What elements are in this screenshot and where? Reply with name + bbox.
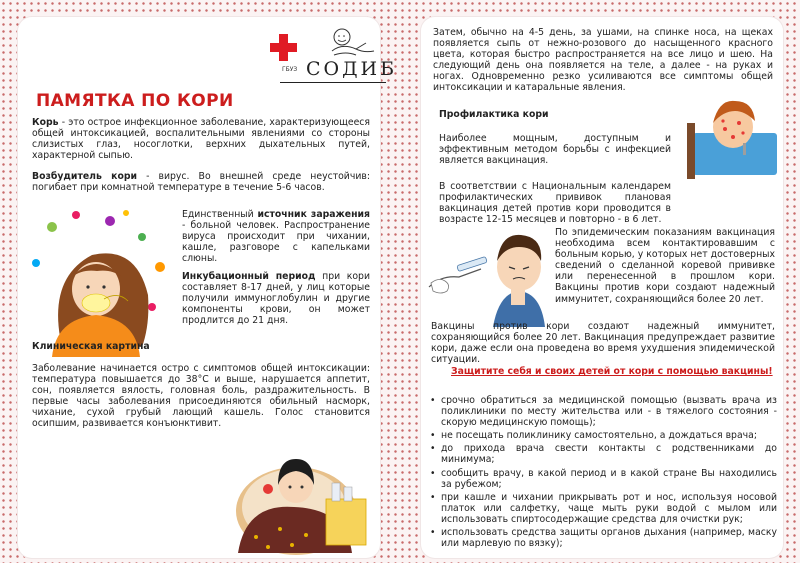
sick-boy-illustration xyxy=(687,93,781,179)
vaccination-boy-illustration xyxy=(427,227,557,327)
clinic-paragraph: Заболевание начинается остро с симптомов общей интоксикации: температура повышается до 38°С и выше, нарушается аппетит, сон, появляется вялость, головная боль, раздражительность. В первые часы заболевания присоединяются обильный насморк, чихание, сухой грубый лающий кашель. Голос становится осипшим, развивается конъюнктивит. xyxy=(32,363,370,430)
prophylaxis-heading: Профилактика кори xyxy=(439,109,549,120)
list-item: • до прихода врача свести контакты с родственниками до минимума; xyxy=(425,443,777,465)
logo-org: ГБУЗ xyxy=(282,66,298,73)
incubation-text: при кори составляет 8-17 дней, у лиц которые получили иммуноглобулин и другие компоненты крови, он может продлится до 21 дня. xyxy=(182,271,370,327)
rash-paragraph: Затем, обычно на 4-5 день, за ушами, на спинке носа, на щеках появляется сыпь от нежно-розового до насыщенного красного цвета, которая быстро распространяется на все лицо и шею. На следующий день она появляется на теле, а далее - на руках и ногах. Одновременно резко усиливаются все симптомы общей интоксикации и катаральные явления. xyxy=(433,27,773,94)
list-item: • при кашле и чихании прикрывать рот и нос, используя носовой платок или салфетку, чаще мыть руки водой с мылом или использовать спиртосодержащие средства для очистки рук; xyxy=(425,492,777,525)
list-item: • сообщить врачу, в какой период и в какой стране Вы находились за рубежом; xyxy=(425,468,777,490)
intro-text: - это острое инфекционное заболевание, характеризующееся общей интоксикацией, воспалительными явлениями со стороны слизистых глаз, носоглотки, верхних дыхательных путей, характерной сыпью. xyxy=(32,117,370,162)
intro-term: Корь xyxy=(32,117,59,128)
sneezing-girl-illustration xyxy=(22,207,182,357)
sodib-logo xyxy=(264,25,398,105)
incubation-term: Инкубационный период xyxy=(182,271,316,282)
logo-name: СОДИБ xyxy=(306,58,398,80)
sick-girl-in-bed-illustration xyxy=(228,441,378,558)
right-page xyxy=(421,17,783,558)
clinic-heading: Клиническая картина xyxy=(32,341,150,352)
source-paragraph: Единственный источник заражения - больной человек. Распространение вируса происходит при чихании, кашле, разговоре с капельками слюны. xyxy=(182,209,370,265)
list-item: • срочно обратиться за медицинской помощью (вызвать врача из поликлиники по месту жительства или - в тяжелого состояния - скорую медицинскую помощь); xyxy=(425,395,777,428)
incubation-paragraph xyxy=(182,271,370,326)
prophylaxis-paragraph-2: В соответствии с Национальным календарем профилактических прививок плановая вакцинация детей против кори проводится в возрасте 12-15 месяцев и повторно - в 6 лет. xyxy=(439,181,671,226)
source-term: источник заражения xyxy=(257,209,370,220)
agent-paragraph xyxy=(32,171,370,193)
left-page xyxy=(18,17,398,558)
vaccine-slogan: Защитите себя и своих детей от кори с помощью вакцины! xyxy=(451,366,773,377)
action-list xyxy=(425,395,777,549)
vaccine-paragraph: Вакцины против кори создают надежный иммунитет, сохраняющийся более 20 лет. Вакцинация предупреждает развитие кори, даже если она проведена во время ухудшения эпидемической ситуации. xyxy=(431,321,775,366)
agent-text: - вирус. Во внешней среде неустойчив: погибает при комнатной температуре в течение 5-6 часов. xyxy=(32,171,371,194)
list-item: • использовать средства защиты органов дыхания (например, маску или марлевую по вязку); xyxy=(425,527,777,549)
source-text: - больной человек. Распространение вируса происходит при чихании, кашле, разговоре с капельками слюны. xyxy=(182,220,370,265)
intro-paragraph xyxy=(32,117,370,161)
list-item: • не посещать поликлинику самостоятельно, а дождаться врача; xyxy=(425,430,777,441)
agent-term: Возбудитель кори xyxy=(32,171,138,182)
epidemic-paragraph: По эпидемическим показаниям вакцинация необходима всем контактировавшим с больным корью, у которых нет достоверных сведений о сделанной коревой прививке или перенесенной в прошлом кори. Вакцины против кори создают надежный иммунитет, сохраняющийся более 20 лет. xyxy=(555,227,775,305)
page-title: ПАМЯТКА ПО КОРИ xyxy=(36,91,234,111)
prophylaxis-paragraph-1: Наиболее мощным, доступным и эффективным методом борьбы с инфекцией является вакцинация. xyxy=(439,133,671,167)
